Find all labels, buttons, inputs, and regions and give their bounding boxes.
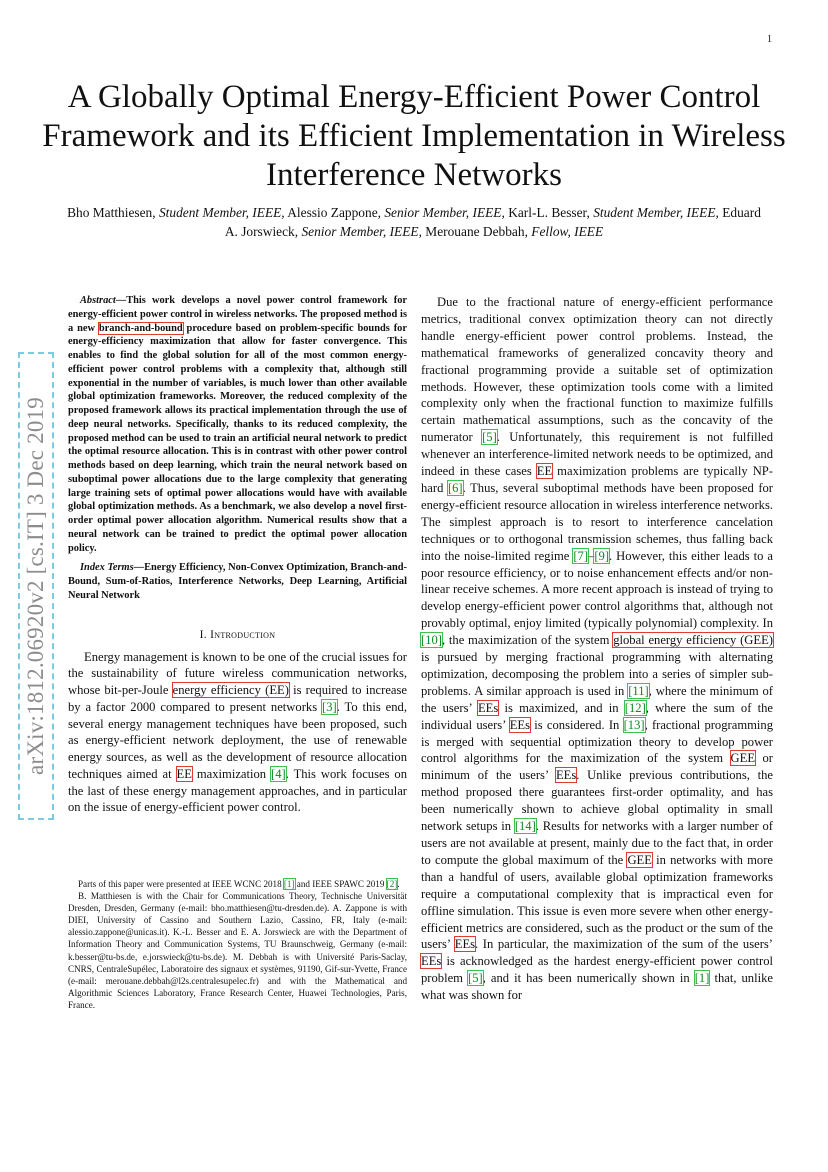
author-name: Merouane Debbah, [425,223,528,239]
text-run: maximization problems are typically NP-hard [421,464,774,495]
abstract [68,294,407,555]
acronym-link-ees[interactable]: EEs [555,768,577,783]
citation-link[interactable]: [4] [271,766,286,781]
body-paragraph [421,294,773,1004]
acronym-link-ee[interactable]: energy efficiency (EE) [172,683,289,697]
text-run: . Unfortunately, this requirement is not fulfilled whenever an interference-limited network needs to be optimized, and indeed in these cases [421,430,774,479]
abstract-text: —This work develops a novel power control framework for energy-efficient power control in wireless networks. The proposed method is a new [68,295,407,334]
acronym-link-gee[interactable]: GEE [627,852,652,867]
right-column [421,294,773,1004]
author-affiliation: Senior Member, IEEE, [384,205,505,220]
citation-link[interactable]: [2] [386,879,398,889]
citation-link[interactable]: [11] [628,683,649,698]
citation-link[interactable]: [10] [421,633,442,648]
intro-paragraph [68,649,407,817]
acronym-link-gee[interactable]: global energy efficiency (GEE) [613,633,773,648]
citation-link[interactable]: [5] [468,971,483,986]
text-run: Parts of this paper were presented at IEEE WCNC 2018 [78,879,284,889]
abstract-label: Abstract [80,295,116,306]
author-affiliation: Student Member, IEEE, [593,205,719,220]
text-run: . Unlike previous contributions, the method proposed there guarantees first-order optimality, and has been numerically shown to achieve global optimality in small network setups in [421,768,773,834]
text-run: and IEEE SPAWC 2019 [294,879,387,889]
author-list [60,204,768,241]
text-run: is maximized, and in [498,700,625,715]
author-affiliation: Fellow, IEEE [531,223,604,239]
acronym-link-ees[interactable]: EEs [421,954,442,969]
text-run: in networks with more than a handful of users, available global optimization frameworks require a computational complexity that is impractical even for offline simulation. This issue is even more severe when other energy-efficient metrics are considered, such as the product or the sum of the users’ [421,852,773,952]
text-run: . Thus, several suboptimal methods have been proposed for energy-efficient resource allocation in wireless interference networks. The simplest approach is to resort to interference cancelation techniques or to orthogonal transmission schemes, thus falling back into the noise-limited regime [421,480,773,563]
index-terms-text: —Energy Efficiency, Non-Convex Optimization, Branch-and-Bound, Sum-of-Ratios, Interference Networks, Deep Learning, Artificial Neural Network [68,562,407,601]
text-run: , fractional programming is merged with sequential optimization theory to develop power control algorithms for the maximization of the system [421,717,773,766]
paper-title: A Globally Optimal Energy-Efficient Power Control Framework and its Efficient Implementation in Wireless Interference Networks [42,79,786,193]
text-run: Energy management is known to be one of the crucial issues for the sustainability of future wireless communication networks, whose bit-per-Joule [68,649,407,697]
arxiv-identifier: arXiv:1812.06920v2 [cs.IT] 3 Dec 2019 [23,397,48,775]
text-run: maximization [191,766,272,781]
author-name: Eduard A. Jorswieck, [224,205,761,239]
acronym-link-ee[interactable]: EE [176,766,192,781]
acronym-link-ee[interactable]: EE [536,464,553,479]
text-run: , where the minimum of the users’ [421,683,773,715]
text-run: , and it has been numerically shown in [482,971,695,986]
acronym-link-bb[interactable]: branch-and-bound [98,322,183,334]
citation-link[interactable]: [6] [447,480,463,495]
citation-link[interactable]: [12] [624,700,646,715]
index-terms-label: Index Terms [80,562,134,574]
text-run: . In particular, the maximization of the sum of the users’ [475,937,773,952]
text-run: is required to increase by a factor 2000 compared to present networks [68,683,408,714]
citation-link[interactable]: [3] [322,699,337,714]
index-terms [68,561,407,602]
author-name: Bho Matthiesen, [67,205,156,220]
section-heading-introduction: I. Introduction [199,628,276,641]
text-run: , where the sum of the individual users’ [421,700,773,732]
citation-link[interactable]: [13] [623,717,645,732]
text-run: . However, this either leads to a poor resource efficiency, or to noise enhancement effects and/or non-linear receive schemes. A more recent approach is instead of trying to develop energy-efficient power control algorithms that, although not provably optimal, enjoy limited (typically polynomial) complexity. In [421,548,773,631]
text-run: . This work focuses on the last of these energy management approaches, and in particular on the issue of energy-efficient power control. [68,766,407,815]
text-run: . [397,879,400,889]
author-affiliation: Student Member, IEEE, [158,205,285,220]
abstract-text: procedure based on problem-specific bounds for energy-efficiency maximization that allow for faster convergence. This enables to find the global solution for all of the most common energy-efficient power control problems with a complexity that, although still exponential in the number of variables, is much lower than other available global optimization frameworks. Moreover, the reduced complexity of the proposed framework allows its practical implementation through the use of deep neural networks. Specifically, thanks to its reduced complexity, the proposed method can be used to train an artificial neural network to predict the optimal resource allocation. This is in contrast with other power control methods based on deep learning, which train the neural network based on suboptimal power allocations due to the large complexity that generating large training sets of optimal power allocations would have with available global optimization methods. As a benchmark, we also develop a novel first-order optimal power allocation algorithm. Numerical results show that a neural network can be trained to predict the optimal power allocation policy. [68,322,407,554]
text-run: Due to the fractional nature of energy-efficient performance metrics, traditional convex optimization theory can not directly handle energy-efficient power control problems. Instead, the mathematical frameworks of generalized concavity theory and fractional programming provide a suitable set of optimization methods. However, these optimization tools come with a limited complexity only when the fractional function to maximize fulfills certain mathematical assumptions, such as the concavity of the numerator [421,295,773,445]
text-run: . To this end, several energy management techniques have been proposed, such as energy-efficient network deployment, the use of renewable energy sources, as well as the development of resource allocation techniques aimed at [68,699,407,781]
text-run: – [588,548,595,563]
left-column [68,294,407,816]
text-run: is considered. In [530,717,624,732]
author-name: Alessio Zappone, [287,205,381,220]
footnote-presentation [68,878,407,890]
acronym-link-ees[interactable]: EEs [509,717,530,732]
text-run: . Results for networks with a larger number of users are not available at present, mainly due to the fact that, in order to compute the global maximum of the [421,819,773,867]
footnote-affiliations: B. Matthiesen is with the Chair for Communications Theory, Technische Universität Dresden, Dresden, Germany (e-mail: bho.matthiesen@tu-dresden.de). A. Zappone is with DIEI, University of Cassino and Southern Lazio, Cassino, FR, Italy (e-mail: alessio.zappone@unicas.it). K.-L. Besser and E. A. Jorswieck are with the Department of Information Theory and Communication Systems, TU Braunschweig, Germany (e-mail: k.besser@tu-bs.de, e.jorswieck@tu-bs.de). M. Debbah is with Université Paris-Saclay, CNRS, CentraleSupélec, Laboratoire des signaux et systèmes, 91190, Gif-sur-Yvette, France (e-mail: merouane.debbah@l2s.centralesupelec.fr) and with the Mathematical and Algorithmic Sciences Laboratory, France Research Center, Huawei Technologies, Paris, France. [68,891,407,1010]
acronym-link-ees[interactable]: EEs [454,937,476,952]
text-run: is acknowledged as the hardest energy-efficient power control problem [421,954,773,986]
citation-link[interactable]: [9] [594,548,610,563]
text-run: , the maximization of the system [441,633,614,648]
citation-link[interactable]: [1] [283,879,295,889]
acronym-link-gee[interactable]: GEE [730,751,756,766]
citation-link[interactable]: [5] [482,430,497,445]
text-run: or minimum of the users’ [421,751,774,783]
text-run: that, unlike what was shown for [421,971,773,1003]
text-run: is pursued by merging fractional programming with alternating optimization, decomposing the problem into a series of simpler sub-problems. A similar approach is used in [421,650,773,698]
footnotes [68,878,407,1011]
author-name: Karl-L. Besser, [508,205,590,220]
citation-link[interactable]: [14] [514,819,536,834]
acronym-link-ees[interactable]: EEs [477,700,499,715]
author-affiliation: Senior Member, IEEE, [301,223,422,239]
arxiv-stamp[interactable] [18,352,54,820]
citation-link[interactable]: [1] [694,971,710,986]
page-number: 1 [767,34,772,45]
citation-link[interactable]: [7] [573,548,589,563]
